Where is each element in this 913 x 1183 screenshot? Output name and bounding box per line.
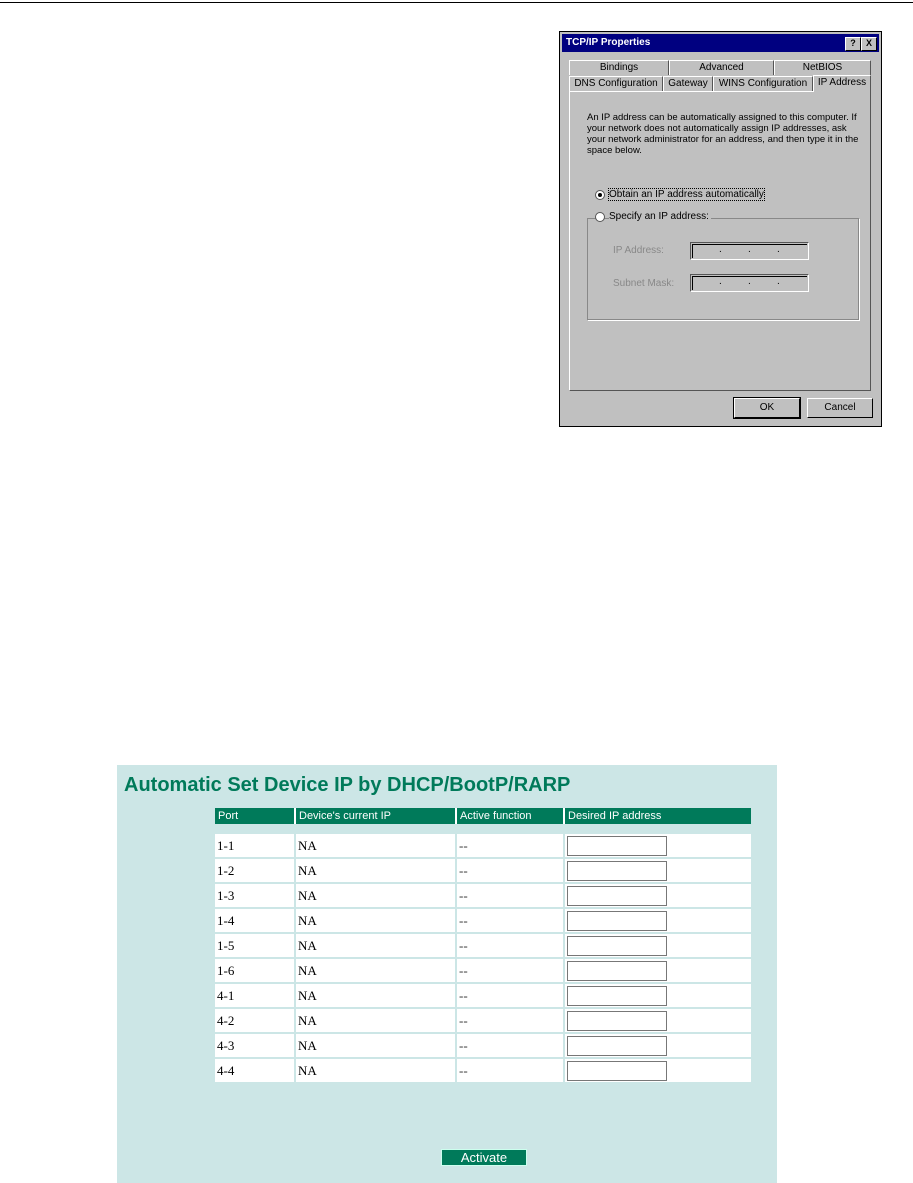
table-row (215, 834, 751, 857)
ip-address-field[interactable] (690, 242, 809, 260)
desired-ip-input[interactable] (567, 1011, 667, 1031)
active-function-cell: -- (457, 1059, 563, 1082)
table-row (215, 1009, 751, 1032)
port-cell: 4-3 (215, 1034, 294, 1057)
radio-selected-dot (598, 193, 602, 197)
dhcp-config-panel (117, 765, 777, 1183)
table-row (215, 1034, 751, 1057)
desired-ip-input[interactable] (567, 961, 667, 981)
active-function-cell: -- (457, 1009, 563, 1032)
ip-description: An IP address can be automatically assigned to this computer. If your network does not automatically assign IP addresses, ask your network administrator for an address, and then type it in the space below. (587, 112, 859, 156)
desired-ip-input[interactable] (567, 936, 667, 956)
port-cell: 1-4 (215, 909, 294, 932)
table-row (215, 859, 751, 882)
tab-gateway[interactable]: Gateway (663, 76, 713, 91)
port-cell: 4-4 (215, 1059, 294, 1082)
dialog-title: TCP/IP Properties (566, 37, 651, 48)
port-cell: 1-3 (215, 884, 294, 907)
column-header-active-function: Active function (460, 810, 532, 822)
table-row (215, 884, 751, 907)
active-function-cell: -- (457, 884, 563, 907)
tab-advanced[interactable]: Advanced (669, 60, 774, 75)
desired-ip-input[interactable] (567, 1061, 667, 1081)
current-ip-cell: NA (296, 984, 455, 1007)
cancel-button[interactable]: Cancel (807, 398, 873, 418)
ip-dot-icon: . (748, 276, 751, 287)
ip-dot-icon: . (719, 276, 722, 287)
table-row (215, 1059, 751, 1082)
current-ip-cell: NA (296, 1009, 455, 1032)
current-ip-cell: NA (296, 959, 455, 982)
ip-dot-icon: . (719, 244, 722, 255)
table-row (215, 909, 751, 932)
dialog-title-bar (562, 34, 879, 52)
active-function-cell: -- (457, 934, 563, 957)
tab-wins-configuration[interactable]: WINS Configuration (713, 76, 813, 91)
current-ip-cell: NA (296, 909, 455, 932)
column-header-desired-ip: Desired IP address (568, 810, 662, 822)
current-ip-cell: NA (296, 859, 455, 882)
port-cell: 1-1 (215, 834, 294, 857)
desired-ip-input[interactable] (567, 836, 667, 856)
obtain-ip-automatically-label[interactable]: Obtain an IP address automatically (609, 189, 764, 200)
page-title: Automatic Set Device IP by DHCP/BootP/RARP (124, 774, 571, 796)
port-cell: 1-6 (215, 959, 294, 982)
ip-address-field-label: IP Address: (613, 245, 664, 256)
active-function-cell: -- (457, 834, 563, 857)
ip-dot-icon: . (777, 244, 780, 255)
help-button[interactable]: ? (845, 37, 861, 51)
activate-button[interactable]: Activate (441, 1149, 527, 1166)
port-cell: 1-5 (215, 934, 294, 957)
tab-ip-address[interactable]: IP Address (813, 75, 871, 92)
subnet-mask-field-label: Subnet Mask: (613, 278, 675, 289)
table-header (215, 808, 751, 824)
active-function-cell: -- (457, 1034, 563, 1057)
close-button[interactable]: X (861, 37, 877, 51)
active-function-cell: -- (457, 859, 563, 882)
desired-ip-input[interactable] (567, 1036, 667, 1056)
active-function-cell: -- (457, 984, 563, 1007)
specify-ip-radio[interactable] (595, 212, 605, 222)
current-ip-cell: NA (296, 1034, 455, 1057)
current-ip-cell: NA (296, 1059, 455, 1082)
tab-netbios[interactable]: NetBIOS (774, 60, 871, 75)
subnet-mask-field[interactable] (690, 274, 809, 292)
desired-ip-input[interactable] (567, 886, 667, 906)
specify-ip-label[interactable]: Specify an IP address: (609, 211, 709, 222)
desired-ip-input[interactable] (567, 986, 667, 1006)
port-cell: 4-1 (215, 984, 294, 1007)
ok-button[interactable]: OK (734, 398, 800, 418)
specify-ip-groupbox (587, 218, 859, 320)
ip-dot-icon: . (777, 276, 780, 287)
desired-ip-input[interactable] (567, 861, 667, 881)
table-row (215, 984, 751, 1007)
obtain-ip-automatically-radio[interactable] (595, 190, 605, 200)
tab-bindings[interactable]: Bindings (569, 60, 669, 75)
page-top-rule (0, 2, 913, 3)
port-cell: 1-2 (215, 859, 294, 882)
column-header-current-ip: Device's current IP (299, 810, 391, 822)
current-ip-cell: NA (296, 884, 455, 907)
ip-dot-icon: . (748, 244, 751, 255)
tab-dns-configuration[interactable]: DNS Configuration (569, 76, 663, 91)
active-function-cell: -- (457, 959, 563, 982)
current-ip-cell: NA (296, 934, 455, 957)
tcpip-properties-dialog (559, 31, 882, 427)
table-row (215, 934, 751, 957)
active-function-cell: -- (457, 909, 563, 932)
column-header-port: Port (218, 810, 239, 822)
current-ip-cell: NA (296, 834, 455, 857)
table-row (215, 959, 751, 982)
port-cell: 4-2 (215, 1009, 294, 1032)
desired-ip-input[interactable] (567, 911, 667, 931)
